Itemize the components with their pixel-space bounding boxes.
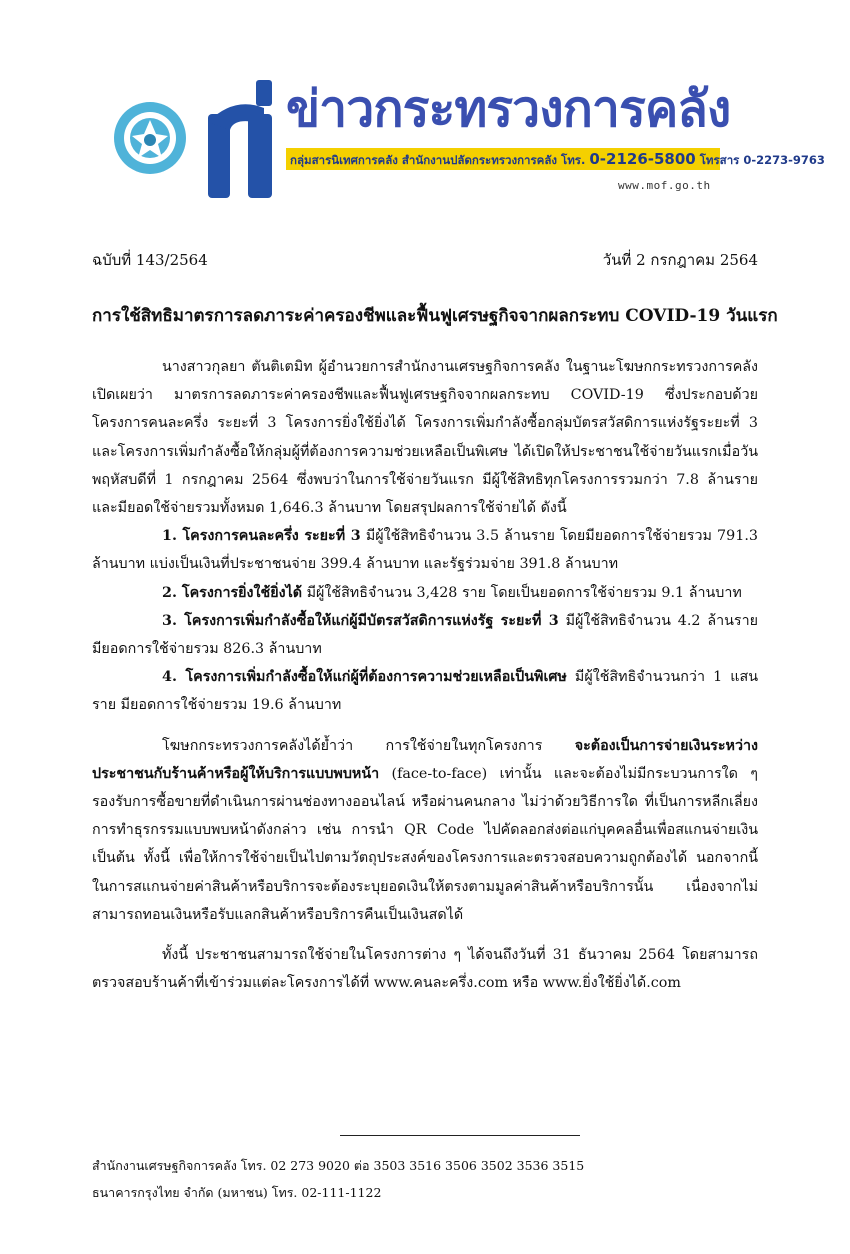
issue-date: วันที่ 2 กรกฎาคม 2564: [602, 251, 758, 269]
list-item: [92, 663, 758, 719]
list-item-text: มีผู้ใช้สิทธิจำนวน 4.2 ล้านราย มียอดการใช้จ่ายรวม 826.3 ล้านบาท: [92, 612, 758, 658]
banner-logo-letter-icon: [204, 74, 282, 198]
garuda-emblem-icon: [110, 98, 190, 178]
footer-line: ธนาคารกรุงไทย จำกัด (มหาชน) โทร. 02-111-1122: [92, 1185, 382, 1200]
paragraph-gap: [92, 929, 758, 941]
list-item-lead: 4. โครงการเพิ่มกำลังซื้อให้แก่ผู้ที่ต้องการความช่วยเหลือเป็นพิเศษ: [162, 669, 567, 686]
article-body: [92, 353, 758, 997]
list-item-lead: 1. โครงการคนละครึ่ง ระยะที่ 3: [162, 528, 361, 545]
footer-divider: [340, 1135, 580, 1136]
list-item-text: มีผู้ใช้สิทธิจำนวน 3,428 ราย โดยเป็นยอดการใช้จ่ายรวม 9.1 ล้านบาท: [302, 584, 742, 601]
list-item-text: มีผู้ใช้สิทธิจำนวนกว่า 1 แสนราย มียอดการใช้จ่ายรวม 19.6 ล้านบาท: [92, 669, 758, 714]
list-item-lead: 3. โครงการเพิ่มกำลังซื้อให้แก่ผู้มีบัตรสวัสดิการแห่งรัฐ ระยะที่ 3: [162, 612, 559, 629]
footer-contacts: [92, 1152, 584, 1206]
list-item: [92, 607, 758, 663]
notice-text-b: (face-to-face) เท่านั้น และจะต้องไม่มีกระบวนการใด ๆ รองรับการซื้อขายที่ดำเนินการผ่านช่องทางออนไลน์ หรือผ่านคนกลาง ไม่ว่าด้วยวิธีการใด ที่เป็นการหลีกเลี่ยงการทำธุรกรรมแบบพบหน้าดังกล่าว เช่น การนำ QR Code ไปคัดลอกส่งต่อแก่บุคคลอื่นเพื่อสแกนจ่ายเงิน เป็นต้น ทั้งนี้ เพื่อให้การใช้จ่ายเป็นไปตามวัตถุประสงค์ของโครงการและตรวจสอบความถูกต้องได้ นอกจากนี้ ในการสแกนจ่ายค่าสินค้าหรือบริการจะต้องระบุยอดเงินให้ตรงตามมูลค่าสินค้าหรือบริการนั้น เนื่องจากไม่สามารถทอนเงินหรือรับแลกสินค้าหรือบริการคืนเป็นเงินสดได้: [92, 765, 758, 923]
page-title: การใช้สิทธิมาตรการลดภาระค่าครองชีพและฟื้นฟูเศรษฐกิจจากผลกระทบ COVID-19 วันแรก: [92, 306, 778, 326]
header-banner: [108, 68, 825, 203]
list-item: [92, 579, 758, 607]
fax-label: โทรสาร: [695, 153, 744, 167]
banner-website: www.mof.go.th: [618, 179, 711, 192]
list-item-lead: 2. โครงการยิ่งใช้ยิ่งได้: [162, 584, 303, 601]
list-item: [92, 522, 758, 578]
notice-paragraph: [92, 732, 758, 929]
footer-line: สำนักงานเศรษฐกิจการคลัง โทร. 02 273 9020 ต่อ 3503 3516 3506 3502 3536 3515: [92, 1158, 585, 1173]
issue-number: ฉบับที่ 143/2564: [92, 251, 208, 269]
contact-text: กลุ่มสารนิเทศการคลัง สำนักงานปลัดกระทรวงการคลัง โทร.: [290, 153, 590, 167]
intro-paragraph: นางสาวกุลยา ตันติเตมิท ผู้อำนวยการสำนักงานเศรษฐกิจการคลัง ในฐานะโฆษกกระทรวงการคลัง เปิดเผยว่า มาตรการลดภาระค่าครองชีพและฟื้นฟูเศรษฐกิจจากผลกระทบ COVID-19 ซึ่งประกอบด้วย โครงการคนละครึ่ง ระยะที่ 3 โครงการยิ่งใช้ยิ่งได้ โครงการเพิ่มกำลังซื้อกลุ่มบัตรสวัสดิการแห่งรัฐระยะที่ 3 และโครงการเพิ่มกำลังซื้อให้กลุ่มผู้ที่ต้องการความช่วยเหลือเป็นพิเศษ ได้เปิดให้ประชาชนใช้จ่ายวันแรกเมื่อวันพฤหัสบดีที่ 1 กรกฎาคม 2564 ซึ่งพบว่าในการใช้จ่ายวันแรก มีผู้ใช้สิทธิทุกโครงการรวมกว่า 7.8 ล้านราย และมียอดใช้จ่ายรวมทั้งหมด 1,646.3 ล้านบาท โดยสรุปผลการใช้จ่ายได้ ดังนี้: [92, 359, 758, 517]
banner-title: ข่าวกระทรวงการคลัง: [286, 80, 731, 138]
contact-phone: 0-2126-5800: [589, 150, 696, 168]
list-item-text: มีผู้ใช้สิทธิจำนวน 3.5 ล้านราย โดยมียอดการใช้จ่ายรวม 791.3 ล้านบาท แบ่งเป็นเงินที่ประชาชนจ่าย 399.4 ล้านบาท และรัฐร่วมจ่าย 391.8 ล้านบาท: [92, 528, 758, 573]
notice-emphasis: จะต้องเป็นการจ่ายเงินระหว่างประชาชนกับร้านค้าหรือผู้ให้บริการแบบพบหน้า: [92, 737, 758, 782]
closing-paragraph: ทั้งนี้ ประชาชนสามารถใช้จ่ายในโครงการต่าง ๆ ได้จนถึงวันที่ 31 ธันวาคม 2564 โดยสามารถตรวจสอบร้านค้าที่เข้าร่วมแต่ละโครงการได้ที่ www.คนละครึ่ง.com หรือ www.ยิ่งใช้ยิ่งได้.com: [92, 947, 758, 992]
notice-text-a: โฆษกกระทรวงการคลังได้ย้ำว่า การใช้จ่ายในทุกโครงการ: [162, 737, 575, 754]
paragraph-gap: [92, 720, 758, 732]
contact-bar: [286, 148, 825, 170]
contact-fax: 0-2273-9763: [743, 153, 825, 167]
